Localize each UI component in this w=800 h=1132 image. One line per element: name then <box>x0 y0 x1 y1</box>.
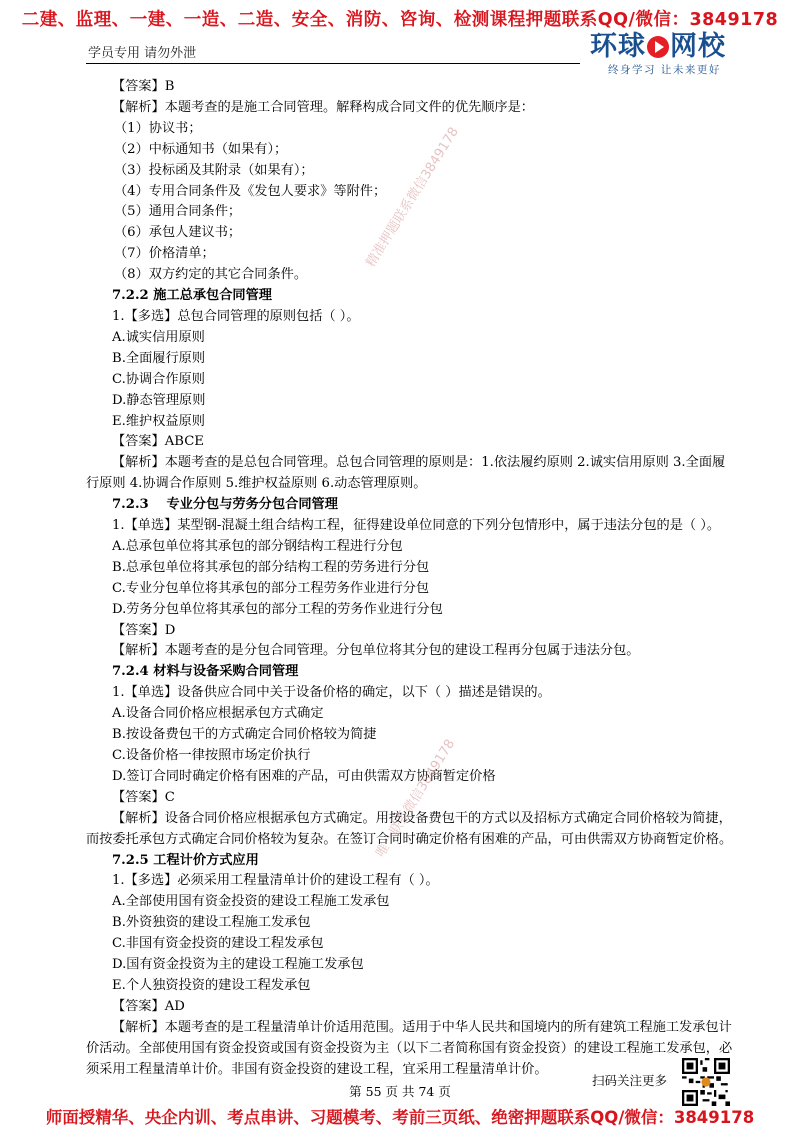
logo-wordmark <box>590 32 740 62</box>
watermark-text: 唯一联系微信3849178 <box>373 736 459 861</box>
analysis-paragraph: 【解析】本题考查的是总包合同管理。总包合同管理的原则是：1.依法履约原则 2.诚实信用原则 3.全面履行原则 4.协调合作原则 5.维护权益原则 6.动态管理原则。 <box>86 455 726 492</box>
play-icon <box>647 36 669 58</box>
list-item: （1）协议书； <box>114 120 202 136</box>
answer-line: 【答案】ABCE <box>112 434 204 450</box>
question: 1.【多选】总包合同管理的原则包括（ ）。 <box>112 308 360 324</box>
logo-text-right: 网校 <box>670 31 726 62</box>
question: 1.【单选】某型钢-混凝土组合结构工程，征得建设单位同意的下列分包情形中，属于违法分包的是（ ）。 <box>112 518 721 534</box>
question: 1.【多选】必须采用工程量清单计价的建设工程有（ ）。 <box>112 873 439 889</box>
option: E.维护权益原则 <box>112 413 205 429</box>
brand-logo <box>590 32 740 80</box>
top-promo-banner: 二建、监理、一建、一造、二造、安全、消防、咨询、检测课程押题联系QQ/微信：3849178 <box>21 10 779 30</box>
option: D.静态管理原则 <box>112 392 206 408</box>
option: A.全部使用国有资金投资的建设工程施工发承包 <box>112 894 390 910</box>
option: C.非国有资金投资的建设工程发承包 <box>112 936 324 952</box>
watermark-text: 精准押题联系微信3849178 <box>363 124 462 271</box>
analysis-paragraph: 【解析】设备合同价格应根据承包方式确定。用按设备费包干的方式以及招标方式确定合同价格较为简捷，而按委托承包方式确定合同价格较为复杂。在签订合同时确定价格有困难的产品，可由供需双方协商暂定价格。 <box>86 810 733 847</box>
list-item: （7）价格清单； <box>114 246 215 262</box>
list-item: （2）中标通知书（如果有）； <box>114 141 288 157</box>
section-heading: 7.2.2 施工总承包合同管理 <box>112 288 272 304</box>
list-item: （5）通用合同条件； <box>114 204 242 220</box>
option: D.签订合同时确定价格有困难的产品，可由供需双方协商暂定价格 <box>112 768 496 784</box>
option: B.按设备费包干的方式确定合同价格较为简捷 <box>112 727 377 743</box>
list-item: （6）承包人建议书； <box>114 225 242 241</box>
option: A.总承包单位将其承包的部分钢结构工程进行分包 <box>112 538 403 554</box>
option: C.协调合作原则 <box>112 371 205 387</box>
section-heading: 7.2.4 材料与设备采购合同管理 <box>112 664 299 680</box>
scan-prompt: 扫码关注更多 <box>592 1073 668 1088</box>
bottom-promo-banner: 师面授精华、央企内训、考点串讲、习题模考、考前三页纸、绝密押题联系QQ/微信：3849178 <box>45 1108 755 1127</box>
option: B.总承包单位将其承包的部分结构工程的劳务进行分包 <box>112 559 430 575</box>
list-item: （8）双方约定的其它合同条件。 <box>114 267 308 283</box>
option: C.专业分包单位将其承包的部分工程劳务作业进行分包 <box>112 580 430 596</box>
section-heading: 7.2.5 工程计价方式应用 <box>112 852 259 868</box>
page-content <box>86 77 736 1081</box>
option: A.设备合同价格应根据承包方式确定 <box>112 706 324 722</box>
logo-text-left: 环球 <box>590 31 646 62</box>
option: D.国有资金投资为主的建设工程施工发承包 <box>112 957 364 973</box>
section-heading: 7.2.3 专业分包与劳务分包合同管理 <box>112 497 338 513</box>
answer-line: 【答案】AD <box>112 998 185 1014</box>
header-notice: 学员专用 请勿外泄 <box>88 46 197 61</box>
question: 1.【单选】设备供应合同中关于设备价格的确定，以下（ ）描述是错误的。 <box>112 685 551 701</box>
analysis-paragraph: 【解析】本题考查的是工程量清单计价适用范围。适用于中华人民共和国境内的所有建筑工程施工发承包计价活动。全部使用国有资金投资或国有资金投资为主（以下二者简称国有资金投资）的建设工程施工发承包，必须采用工程量清单计价。非国有资金投资的建设工程，宜采用工程量清单计价。 <box>86 1019 733 1077</box>
list-item: （3）投标函及其附录（如果有）； <box>114 162 314 178</box>
option: A.诚实信用原则 <box>112 329 205 345</box>
header-divider <box>86 63 580 64</box>
option: C.设备价格一律按照市场定价执行 <box>112 748 311 763</box>
page-number: 第 55 页 共 74 页 <box>349 1084 451 1099</box>
option: B.外资独资的建设工程施工发承包 <box>112 915 311 931</box>
analysis-line: 【解析】本题考查的是施工合同管理。解释构成合同文件的优先顺序是： <box>112 99 534 115</box>
analysis-line: 【解析】本题考查的是分包合同管理。分包单位将其分包的建设工程再分包属于违法分包。 <box>112 643 640 659</box>
list-item: （4）专用合同条件及《发包人要求》等附件； <box>114 183 387 199</box>
answer-line: 【答案】D <box>112 622 176 638</box>
answer-line: 【答案】B <box>112 79 175 94</box>
logo-slogan: 终身学习 让未来更好 <box>608 64 721 76</box>
option: B.全面履行原则 <box>112 350 206 366</box>
answer-line: 【答案】C <box>112 789 175 805</box>
option: E.个人独资投资的建设工程发承包 <box>112 977 311 993</box>
option: D.劳务分包单位将其承包的部分工程的劳务作业进行分包 <box>112 601 443 617</box>
